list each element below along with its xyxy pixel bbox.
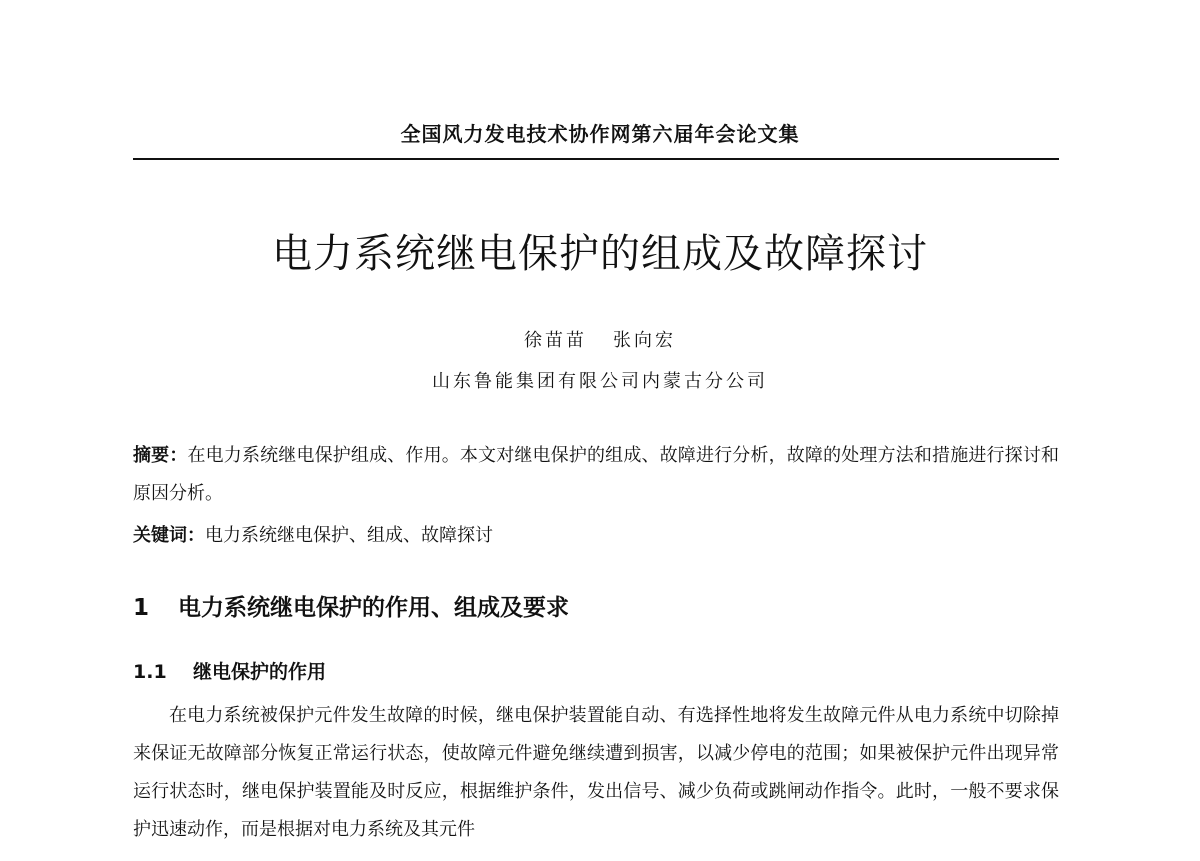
keywords-label: 关键词： bbox=[133, 525, 205, 546]
keywords-text: 电力系统继电保护、组成、故障探讨 bbox=[205, 525, 493, 546]
abstract-text: 在电力系统继电保护组成、作用。本文对继电保护的组成、故障进行分析，故障的处理方法和措施进行探讨和原因分析。 bbox=[133, 445, 1059, 504]
section-number: 1 bbox=[133, 595, 150, 621]
subsection-number: 1.1 bbox=[133, 661, 167, 683]
abstract-label: 摘要： bbox=[133, 445, 188, 466]
subsection-heading bbox=[133, 657, 326, 684]
subsection-title: 继电保护的作用 bbox=[193, 661, 327, 683]
author-name: 张向宏 bbox=[613, 330, 676, 351]
author-name: 徐苗苗 bbox=[524, 330, 587, 351]
section-heading bbox=[133, 589, 569, 622]
keywords bbox=[133, 517, 1059, 555]
proceedings-title: 全国风力发电技术协作网第六届年会论文集 bbox=[400, 122, 800, 146]
section-title: 电力系统继电保护的作用、组成及要求 bbox=[178, 595, 569, 621]
header-divider bbox=[133, 158, 1059, 160]
author-affiliation: 山东鲁能集团有限公司内蒙古分公司 bbox=[432, 371, 768, 392]
abstract bbox=[133, 437, 1059, 513]
body-paragraph: 在电力系统被保护元件发生故障的时候，继电保护装置能自动、有选择性地将发生故障元件从电力系统中切除掉来保证无故障部分恢复正常运行状态，使故障元件避免继续遭到损害，以减少停电的范围；如果被保护元件出现异常运行状态时，继电保护装置能及时反应，根据维护条件，发出信号、减少负荷或跳闸动作指令。此时，一般不要求保护迅速动作，而是根据对电力系统及其元件 bbox=[133, 705, 1059, 840]
paper-title: 电力系统继电保护的组成及故障探讨 bbox=[272, 231, 928, 277]
author-list bbox=[0, 326, 1200, 352]
